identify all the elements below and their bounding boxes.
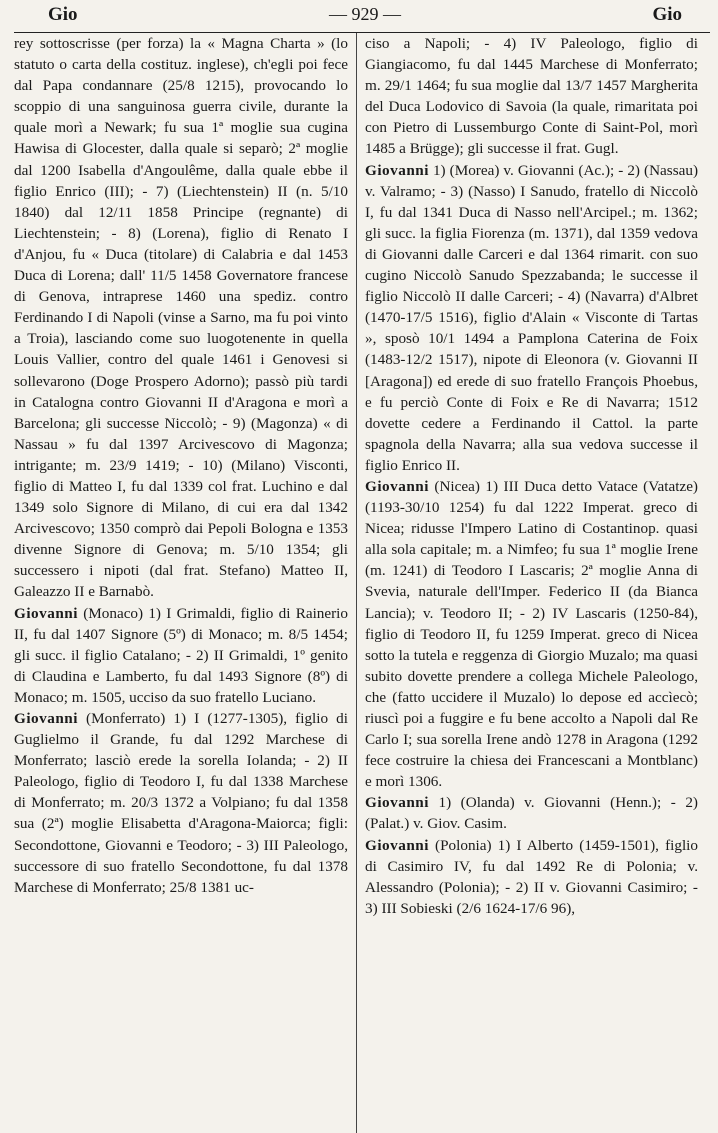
running-header <box>14 4 710 33</box>
entry-headword: Giovanni <box>365 794 429 812</box>
entry-giovanni-olanda <box>365 792 698 834</box>
entry-giovanni-monaco <box>14 603 348 708</box>
entry-text: (Polonia) 1) I Alberto (1459-1501), figlio di Casimiro IV, fu dal 1492 Re di Polonia; v. Alessandro (Polonia); - 2) II v. Giovanni Casimiro; - 3) III Sobieski (2/6 1624-17/6 96), <box>365 836 698 917</box>
entry-text: 1) (Olanda) v. Giovanni (Henn.); - 2) (Palat.) v. Giov. Casim. <box>365 794 698 833</box>
entry-headword: Giovanni <box>14 604 78 622</box>
page-number: — 929 — <box>329 4 401 24</box>
entry-text: 1) (Morea) v. Giovanni (Ac.); - 2) (Nassau) v. Valramo; - 3) (Nasso) I Sanudo, fratello di Niccolò I, fu dal 1341 Duca di Nasso nell'Arcipel.; m. 1362; gli succ. la figlia Fiorenza (m. 1371), dal 1359 vedova di Giovanni dalle Carceri e dal 1364 rimarit. con suo cugino Niccolò Sanudo Spezzabanda; le successe il figlio Niccolò II dalle Carceri; - 4) (Navarra) d'Albret (1470-17/5 1516), figlio d'Alain « Visconte di Tartas », sposò 10/1 1494 a Pamplona Caterina de Foix (1483-12/2 1517), nipote di Eleonora (v. Giovanni II [Aragona]) ed erede di suo fratello François Phoebus, e fu perciò Conte di Foix e Re di Navarra; 1512 dovette cedere a Ferdinando il Cattol. la parte spagnola della Navarra; alla sua vedova successe il figlio Enrico II. <box>365 161 698 474</box>
entry-text: (Monferrato) 1) I (1277-1305), figlio di Guglielmo il Grande, fu dal 1292 Marchese di Monferrato; lasciò erede la sorella Iolanda; - 2) II Paleologo, figlio di Teodoro I, fu dal 1338 Marchese di Monferrato; m. 20/3 1372 a Volpiano; fu dal 1358 sua (2ª) moglie Elisabetta d'Aragona-Maiorca; figli: Secondottone, Giovanni e Teodoro; - 3) III Paleologo, successore di suo fratello Secondottone, fu dal 1378 Marchese di Monferrato; 25/8 1381 uc- <box>14 710 348 896</box>
entry-continuation <box>365 33 698 160</box>
left-column <box>14 33 356 1133</box>
columns <box>14 33 710 1133</box>
header-left-keyword: Gio <box>48 4 78 25</box>
entry-giovanni-polonia <box>365 835 698 919</box>
entry-giovanni-nicea <box>365 476 698 792</box>
entry-headword: Giovanni <box>365 161 429 179</box>
right-column <box>356 33 698 1133</box>
entry-text: (Monaco) 1) I Grimaldi, figlio di Rainerio II, fu dal 1407 Signore (5º) di Monaco; m. 8/5 1454; gli succ. il figlio Catalano; - 2) II Grimaldi, 1º genito di Claudina e Lamberto, fu dal 1493 Signore (8º) di Monaco; m. 1505, ucciso da suo fratello Luciano. <box>14 604 348 706</box>
header-right-keyword: Gio <box>652 4 682 25</box>
entry-continuation <box>14 33 348 603</box>
entry-headword: Giovanni <box>365 477 429 495</box>
entry-giovanni-morea-nassau-navarra <box>365 160 698 476</box>
entry-text: ciso a Napoli; - 4) IV Paleologo, figlio di Giangiacomo, fu dal 1445 Marchese di Monferrato; m. 29/1 1464; fu sua moglie dal 13/7 1457 Margherita del Duca Lodovico di Savoia (la quale, rimaritata poi con Pietro di Lussemburgo Conte di Saint-Pol, morì 1485 a Brügge); gli successe il frat. Gugl. <box>365 35 698 158</box>
entry-text: (Nicea) 1) III Duca detto Vatace (Vatatze) (1193-30/10 1254) fu dal 1222 Imperat. greco di Nicea; ridusse l'Impero Latino di Costantinop. quasi alla sola capitale; m. a Nimfeo; fu sua 1ª moglie Irene (m. 1241) di Teodoro I Lascaris; 2ª moglie Anna di Svevia, naturale dell'Imper. Federico II (da Bianca Lancia); v. Teodoro II; - 2) IV Lascaris (1250-84), figlio di Teodoro II, fu 1259 Imperat. greco di Nicea sotto la tutela e reggenza di Giorgio Muzalo; ma quasi subito dovette prendere a collega Michele Paleologo, che (fatto uccidere il Muzalo) lo depose ed accìecò; riuscì poi a fuggire e fu bene accolto a Napoli dal Re Carlo I; sua sorella Irene andò 1278 in Aragona (1292 fece costruire la chiesa dei Francescani a Montblanc) e morì 1306. <box>365 477 698 791</box>
entry-text: rey sottoscrisse (per forza) la « Magna Charta » (lo statuto o carta della costituz. inglese), ch'egli poi fece dal Papa condannare (25/8 1215), provocando lo scoppio di una sanguinosa guerra civile, durante la quale morì a Newark; fu sua 1ª moglie sua cugina Hawisa di Glocester, dalla quale si separò; 2ª moglie dal 1200 Isabella d'Angoulême, dalla quale ebbe il figlio Enrico (III); - 7) (Liechtenstein) II (n. 5/10 1840) dal 12/11 1858 Principe (regnante) di Liechtenstein; - 8) (Lorena), figlio di Renato I d'Anjou, fu « Duca (titolare) di Calabria e dal 1453 Duca di Lorena; dall' 11/5 1458 Governatore francese di Genova, intraprese 1460 una spediz. contro Ferdinando I di Napoli (vinse a Sarno, ma fu poi vinto a Troia), lasciando come suo luogotenente in quella Louis Vallier, contro del quale 1461 i Genovesi si sollevarono (Doge Prospero Adorno); passò più tardi in Catalogna contro Giovanni II d'Aragona e morì a Barcelona; gli successe Niccolò; - 9) (Magonza) « di Nassau » fu dal 1397 Arcivescovo di Magonza; intrigante; m. 23/9 1419; - 10) (Milano) Visconti, figlio di Matteo I, fu dal 1339 col frat. Luchino e dal 1349 solo Signore di Milano, di cui era dal 1342 Arcivescovo; 1350 comprò dai Pepoli Bologna e 1353 divenne Signore di Genova; m. 5/10 1354; gli successero i nipoti (dal frat. Stefano) Matteo II, Galeazzo II e Barnabò. <box>14 35 348 601</box>
entry-giovanni-monferrato <box>14 708 348 898</box>
entry-headword: Giovanni <box>14 710 78 727</box>
entry-headword: Giovanni <box>365 836 429 854</box>
